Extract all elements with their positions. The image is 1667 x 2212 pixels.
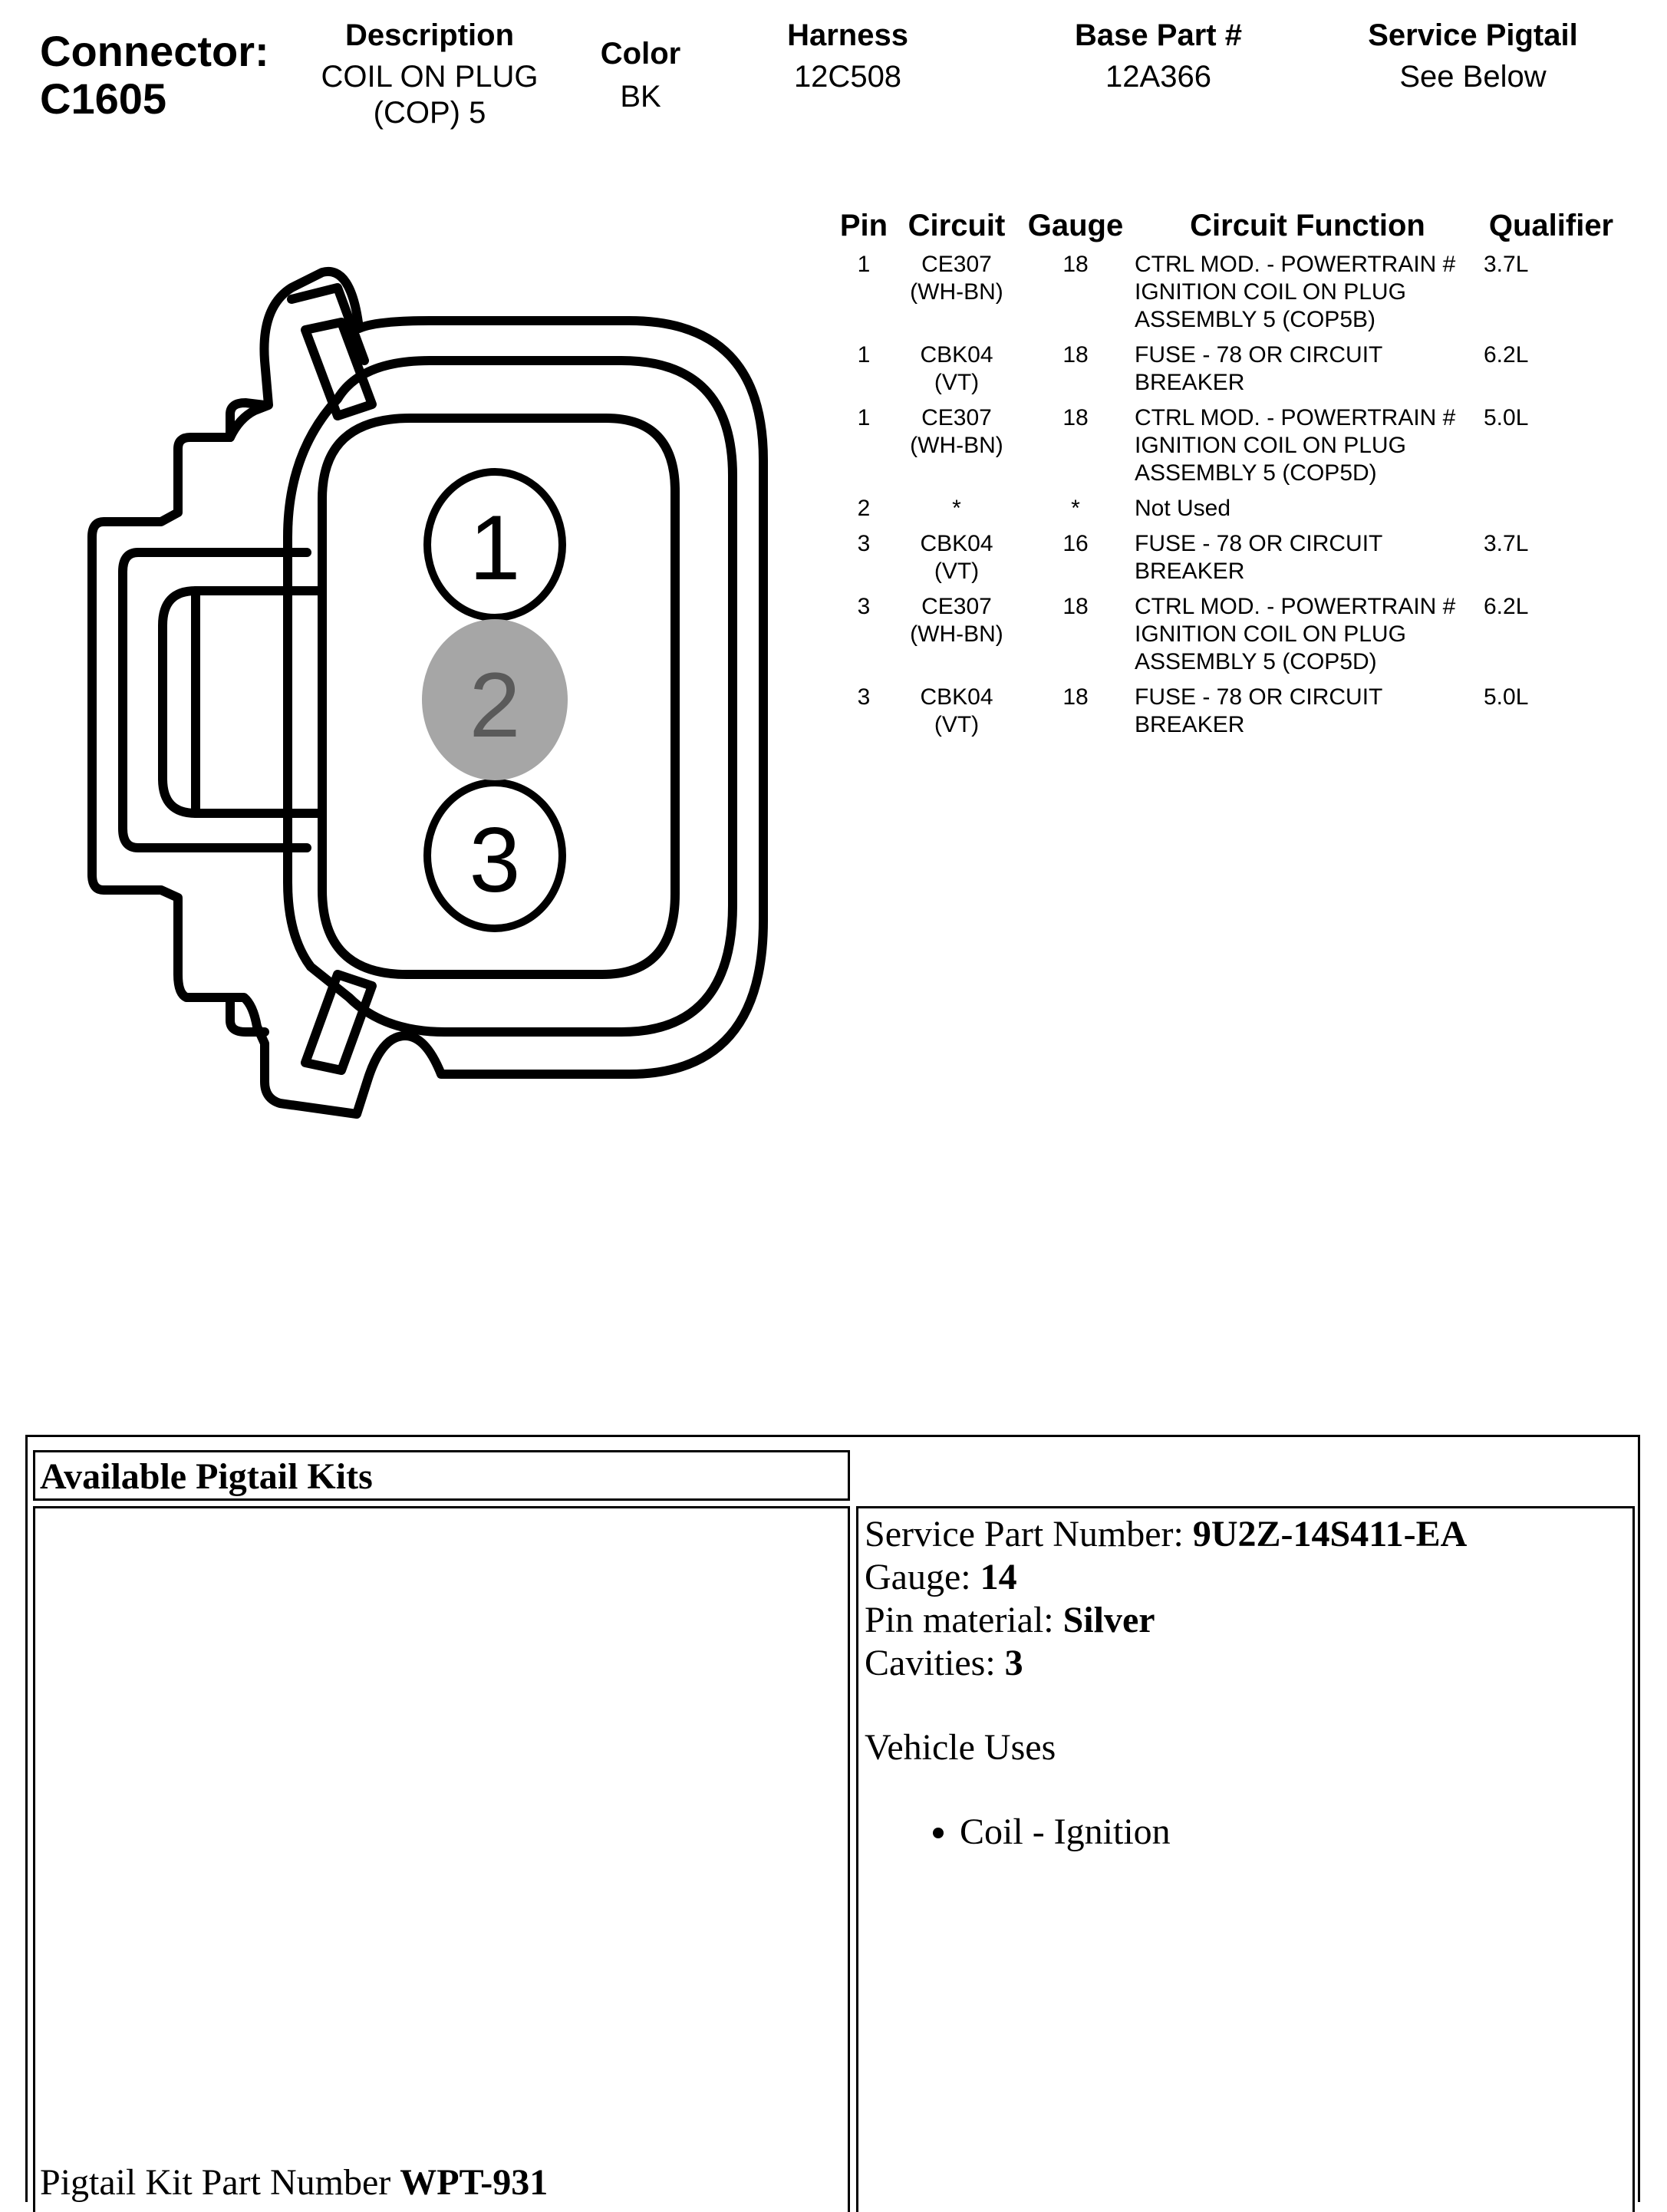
cell-function (1133, 593, 1482, 684)
pin-label-2: 2 (469, 654, 521, 757)
cell-function-line: CTRL MOD. - POWERTRAIN # (1135, 252, 1456, 277)
cell-circuit-line: CE307 (921, 252, 992, 277)
cell-pin-line: 3 (857, 594, 871, 619)
cell-circuit-line: * (952, 496, 961, 521)
vehicle-uses-list (865, 1811, 1626, 1854)
cavities-label: Cavities: (865, 1643, 1005, 1683)
cell-function-line: CTRL MOD. - POWERTRAIN # (1135, 405, 1456, 430)
cell-qualifier (1482, 341, 1620, 404)
cell-gauge (1018, 404, 1133, 495)
pigtail-heading: Available Pigtail Kits (40, 1456, 373, 1497)
cell-function-line: IGNITION COIL ON PLUG (1135, 621, 1406, 647)
connector-label: Connector: (40, 27, 269, 75)
cell-function-line: FUSE - 78 OR CIRCUIT (1135, 342, 1383, 368)
pin-table-body (832, 251, 1620, 747)
pin-label-3: 3 (469, 809, 521, 912)
cell-circuit (895, 404, 1018, 495)
vehicle-use-item: • Coil - Ignition (960, 1811, 1626, 1854)
cell-pin (832, 251, 895, 341)
cell-function-line: IGNITION COIL ON PLUG (1135, 433, 1406, 458)
pigtail-kits-panel (25, 1435, 1640, 2202)
cell-function (1133, 684, 1482, 747)
cell-pin-line: 2 (857, 496, 871, 521)
cell-pin (832, 404, 895, 495)
gauge-line (865, 1556, 1626, 1599)
service-part-value: 9U2Z-14S411-EA (1192, 1514, 1468, 1554)
cell-gauge-line: 18 (1062, 405, 1089, 430)
cell-function-line: ASSEMBLY 5 (COP5D) (1135, 649, 1377, 674)
connector-id: C1605 (40, 74, 167, 123)
cell-pin-line: 1 (857, 405, 871, 430)
harness-value: 12C508 (793, 60, 902, 94)
cell-function-line: FUSE - 78 OR CIRCUIT (1135, 531, 1383, 556)
cell-gauge (1018, 684, 1133, 747)
cell-circuit-line: CE307 (921, 594, 992, 619)
cell-function-line: ASSEMBLY 5 (COP5D) (1135, 460, 1377, 486)
table-row (832, 341, 1620, 404)
cell-pin (832, 593, 895, 684)
cell-gauge (1018, 341, 1133, 404)
cell-qualifier (1482, 593, 1620, 684)
cell-gauge (1018, 495, 1133, 530)
color-label: Color (600, 37, 681, 71)
pin-material-line (865, 1599, 1626, 1642)
cell-qualifier (1482, 251, 1620, 341)
pigtail-kit-part-label: Pigtail Kit Part Number (40, 2162, 400, 2203)
table-row (832, 251, 1620, 341)
pin-material-label: Pin material: (865, 1600, 1063, 1640)
cell-circuit-line: CBK04 (920, 342, 993, 368)
pigtail-kit-part-value: WPT-931 (400, 2162, 549, 2203)
cell-pin-line: 1 (857, 342, 871, 368)
cell-function (1133, 404, 1482, 495)
pin-table (832, 209, 1620, 747)
pigtail-image-cell (33, 1506, 850, 2212)
service-part-label: Service Part Number: (865, 1514, 1193, 1554)
color-value: BK (620, 80, 661, 114)
cell-circuit (895, 341, 1018, 404)
latch-frame-outer (123, 552, 307, 848)
cell-qualifier-line: 3.7L (1484, 531, 1529, 556)
pigtail-kit-part (40, 2161, 548, 2204)
connector-face-diagram (0, 0, 805, 1151)
cell-gauge (1018, 530, 1133, 593)
harness-label: Harness (787, 18, 908, 52)
description-value-line2: (COP) 5 (373, 96, 486, 130)
latch-frame-inner (163, 591, 322, 813)
cell-gauge-line: 18 (1062, 594, 1089, 619)
pin-label-1: 1 (469, 496, 521, 599)
cell-function-line: IGNITION COIL ON PLUG (1135, 279, 1406, 305)
service-pigtail-column (1327, 18, 1619, 95)
cell-pin-line: 3 (857, 531, 871, 556)
cavities-line (865, 1642, 1626, 1685)
col-gauge: Gauge (1027, 209, 1124, 242)
cell-function-line: CTRL MOD. - POWERTRAIN # (1135, 594, 1456, 619)
cell-function (1133, 495, 1482, 530)
cell-gauge (1018, 593, 1133, 684)
cell-qualifier-line: 5.0L (1484, 405, 1529, 430)
cell-circuit (895, 495, 1018, 530)
table-row (832, 404, 1620, 495)
service-part-number (865, 1513, 1626, 1556)
cell-function-line: ASSEMBLY 5 (COP5B) (1135, 307, 1376, 332)
base-part-column (1036, 18, 1281, 95)
cell-circuit-line: (VT) (934, 712, 980, 737)
cell-gauge-line: 18 (1062, 342, 1089, 368)
pin-table-header (832, 209, 1620, 251)
col-circuit-function: Circuit Function (1190, 209, 1425, 242)
description-label: Description (344, 18, 515, 52)
cell-qualifier-line: 6.2L (1484, 342, 1529, 368)
cell-qualifier (1482, 684, 1620, 747)
col-circuit: Circuit (908, 209, 1006, 242)
cell-pin-line: 3 (857, 684, 871, 710)
cell-qualifier (1482, 530, 1620, 593)
cell-circuit (895, 684, 1018, 747)
col-qualifier: Qualifier (1488, 209, 1614, 242)
cell-gauge-line: 18 (1062, 684, 1089, 710)
description-value-line1: COIL ON PLUG (321, 60, 539, 94)
base-part-label: Base Part # (1075, 18, 1242, 52)
cell-function (1133, 251, 1482, 341)
cell-pin (832, 495, 895, 530)
vehicle-uses-label: Vehicle Uses (865, 1727, 1056, 1768)
cell-pin (832, 341, 895, 404)
base-part-value: 12A366 (1105, 60, 1211, 94)
cell-function (1133, 341, 1482, 404)
gauge-value: 14 (980, 1557, 1017, 1597)
cell-function (1133, 530, 1482, 593)
cell-pin (832, 530, 895, 593)
cell-circuit-line: CBK04 (920, 531, 993, 556)
cell-gauge (1018, 251, 1133, 341)
cell-pin-line: 1 (857, 252, 871, 277)
cell-circuit (895, 251, 1018, 341)
col-pin: Pin (839, 209, 888, 242)
service-pigtail-value: See Below (1399, 60, 1547, 94)
cell-qualifier (1482, 495, 1620, 530)
pin-material-value: Silver (1062, 1600, 1155, 1640)
cell-circuit-line: CBK04 (920, 684, 993, 710)
cell-circuit (895, 530, 1018, 593)
cell-circuit-line: CE307 (921, 405, 992, 430)
cell-circuit-line: (WH-BN) (910, 621, 1003, 647)
table-row (832, 684, 1620, 747)
cell-function-line: BREAKER (1135, 712, 1245, 737)
cell-circuit-line: (WH-BN) (910, 279, 1003, 305)
cell-function-line: BREAKER (1135, 370, 1245, 395)
cell-pin (832, 684, 895, 747)
cell-function-line: FUSE - 78 OR CIRCUIT (1135, 684, 1383, 710)
cell-circuit-line: (VT) (934, 370, 980, 395)
cell-qualifier-line: 6.2L (1484, 594, 1529, 619)
table-row (832, 593, 1620, 684)
service-pigtail-label: Service Pigtail (1368, 18, 1578, 52)
cavities-value: 3 (1004, 1643, 1023, 1683)
pigtail-details-cell (856, 1506, 1635, 2212)
cell-gauge-line: * (1071, 496, 1080, 521)
cell-qualifier (1482, 404, 1620, 495)
pigtail-heading-cell (33, 1450, 850, 1501)
cell-qualifier-line: 3.7L (1484, 252, 1529, 277)
cell-qualifier-line: 5.0L (1484, 684, 1529, 710)
cell-gauge-line: 18 (1062, 252, 1089, 277)
cell-gauge-line: 16 (1062, 531, 1089, 556)
table-row (832, 530, 1620, 593)
cell-circuit (895, 593, 1018, 684)
cell-circuit-line: (WH-BN) (910, 433, 1003, 458)
cell-function-line: BREAKER (1135, 559, 1245, 584)
cell-circuit-line: (VT) (934, 559, 980, 584)
table-row (832, 495, 1620, 530)
cell-function-line: Not Used (1135, 496, 1231, 521)
gauge-label: Gauge: (865, 1557, 980, 1597)
